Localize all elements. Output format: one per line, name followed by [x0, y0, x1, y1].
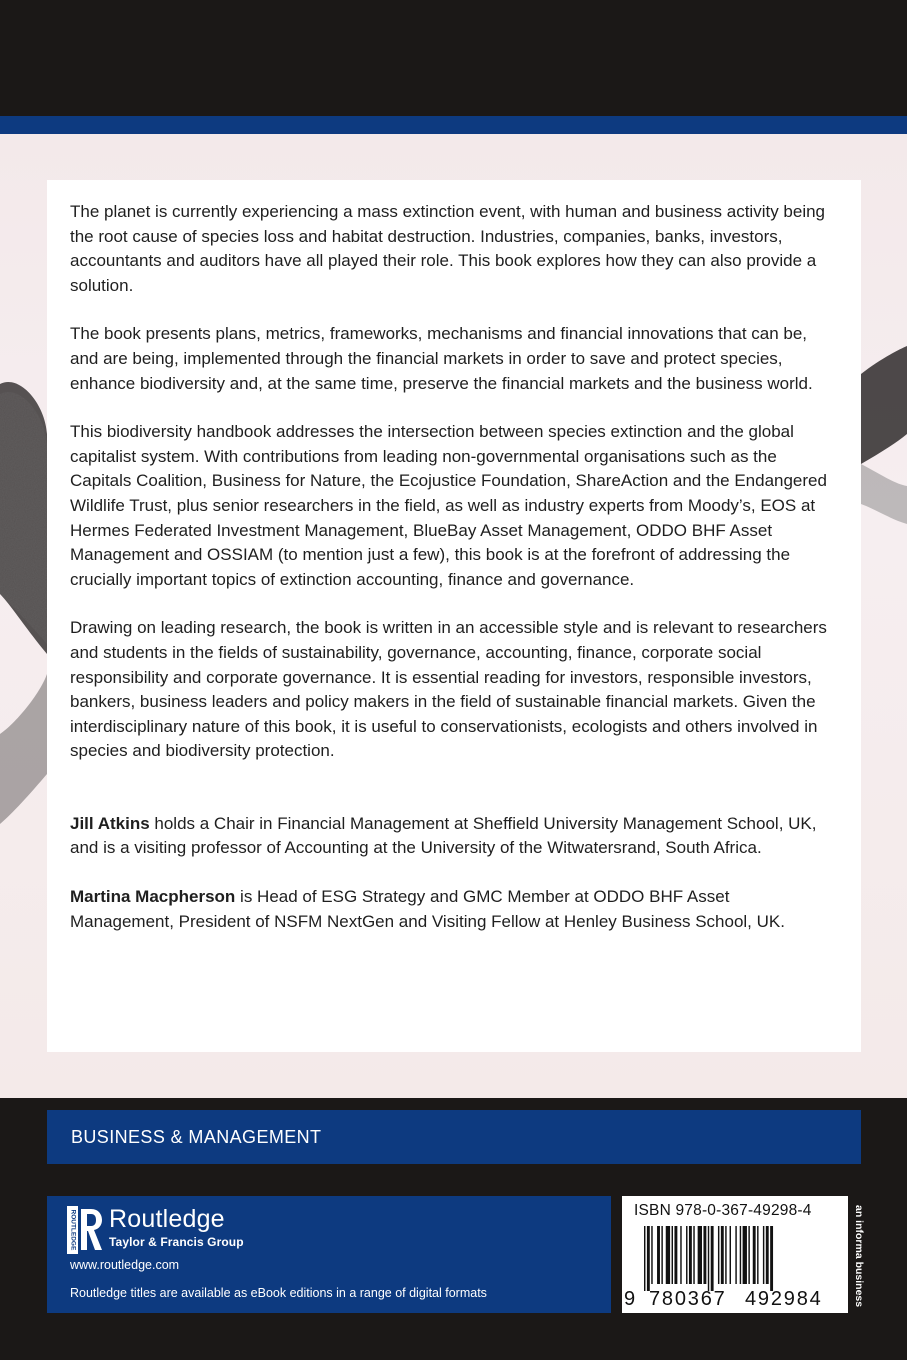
barcode-bar	[763, 1226, 764, 1284]
blurb-paragraph-4: Drawing on leading research, the book is written in an accessible style and is relevant to researchers and students in the fields of sustainability, governance, accounting, finance, corporate social responsibility and corporate governance. It is essential reading for investors, responsible investors, bankers, business leaders and policy makers in the field of sustainable financial markets. Given the interdisciplinary nature of this book, it is useful to conservationists, ecologists and others involved in species and biodiversity protection.	[70, 618, 827, 761]
barcode-bar	[644, 1226, 645, 1291]
barcode-bar	[753, 1226, 756, 1284]
barcode-bar	[735, 1226, 736, 1284]
barcode-bars	[644, 1226, 773, 1291]
barcode-bar	[748, 1226, 749, 1284]
barcode-bar	[721, 1226, 724, 1284]
top-dark-band	[0, 0, 907, 116]
informa-business-label: an informa business	[853, 1204, 865, 1308]
barcode-bar	[657, 1226, 660, 1284]
author-bio-text: holds a Chair in Financial Management at Sheffield University Management School, UK, and is a visiting professor of Accounting at the University of the Witwatersrand, South Africa.	[70, 813, 817, 858]
author-bio-text: is Head of ESG Strategy and GMC Member at ODDO BHF Asset Management, President of NSFM NextGen and Visiting Fellow at Henley Business School, UK.	[70, 887, 785, 931]
barcode-bar	[661, 1226, 662, 1284]
logo-vertical-text: ROUTLEDGE	[69, 1209, 77, 1251]
subject-category: BUSINESS & MANAGEMENT	[71, 1127, 322, 1147]
barcode-bar	[757, 1226, 758, 1284]
barcode-bar	[680, 1226, 681, 1284]
barcode-bar	[647, 1226, 650, 1291]
barcode-bar	[718, 1226, 719, 1284]
barcode-bar	[686, 1226, 687, 1284]
isbn-barcode	[622, 1196, 848, 1313]
blurb-paragraph-1: The planet is currently experiencing a mass extinction event, with human and business activity being the root cause of species loss and habitat destruction. Industries, companies, banks, investors, accountants and auditors have all played their role. This book explores how they can also provide a solution.	[70, 202, 826, 295]
author-name: Martina Macpherson	[70, 887, 236, 907]
barcode-lead-digit: 9	[624, 1288, 636, 1310]
subject-category-bar	[47, 1110, 861, 1164]
back-cover-text-card	[47, 180, 861, 1052]
barcode-bar	[651, 1226, 652, 1284]
barcode-bar	[725, 1226, 726, 1284]
barcode-digits-left: 780367	[649, 1288, 727, 1310]
barcode-bar	[770, 1226, 773, 1291]
routledge-logo-icon	[67, 1206, 103, 1254]
author-name: Jill Atkins	[70, 813, 150, 833]
barcode-bar	[674, 1226, 677, 1284]
isbn-number: ISBN 978-0-367-49298-4	[634, 1202, 812, 1219]
barcode-bar	[698, 1226, 702, 1284]
publisher-name: Routledge	[109, 1205, 225, 1233]
author-bio-1	[70, 812, 837, 861]
barcode-bar	[730, 1226, 731, 1284]
barcode-bar	[693, 1226, 694, 1284]
barcode-graphic	[622, 1196, 848, 1313]
blurb-paragraph-3: This biodiversity handbook addresses the intersection between species extinction and the global capitalist system. With contributions from leading non-governmental organisations such as the Capitals Coalition, Business for Nature, the Ecojustice Foundation, ShareAction and the Endangered Wildlife Trust, plus senior researchers in the field, as well as industry experts from Moody’s, EOS at Hermes Federated Investment Management, BlueBay Asset Management, ODDO BHF Asset Management and OSSIAM (to mention just a few), this book is at the forefront of addressing the crucially important topics of extinction accounting, finance and governance.	[70, 422, 827, 589]
barcode-bar	[703, 1226, 706, 1284]
barcode-bar	[689, 1226, 692, 1284]
barcode-bar	[766, 1226, 769, 1284]
barcode-bar	[708, 1226, 709, 1291]
barcode-bar	[672, 1226, 673, 1284]
publisher-website: www.routledge.com	[70, 1258, 180, 1272]
ebook-availability-note: Routledge titles are available as eBook editions in a range of digital formats	[70, 1286, 487, 1300]
barcode-bar	[740, 1226, 741, 1284]
publisher-box	[47, 1196, 611, 1313]
top-blue-stripe	[0, 116, 907, 134]
barcode-bar	[743, 1226, 747, 1284]
barcode-digits-right: 492984	[745, 1288, 823, 1310]
barcode-bar	[711, 1226, 714, 1291]
publisher-group: Taylor & Francis Group	[109, 1235, 244, 1249]
author-bio-2	[70, 885, 837, 934]
blurb-paragraph-2: The book presents plans, metrics, frameworks, mechanisms and financial innovations that can be, and are being, implemented through the financial markets in order to save and protect species, enhance biodiversity and, at the same time, preserve the financial markets and the business world.	[70, 324, 813, 393]
barcode-bar	[666, 1226, 670, 1284]
